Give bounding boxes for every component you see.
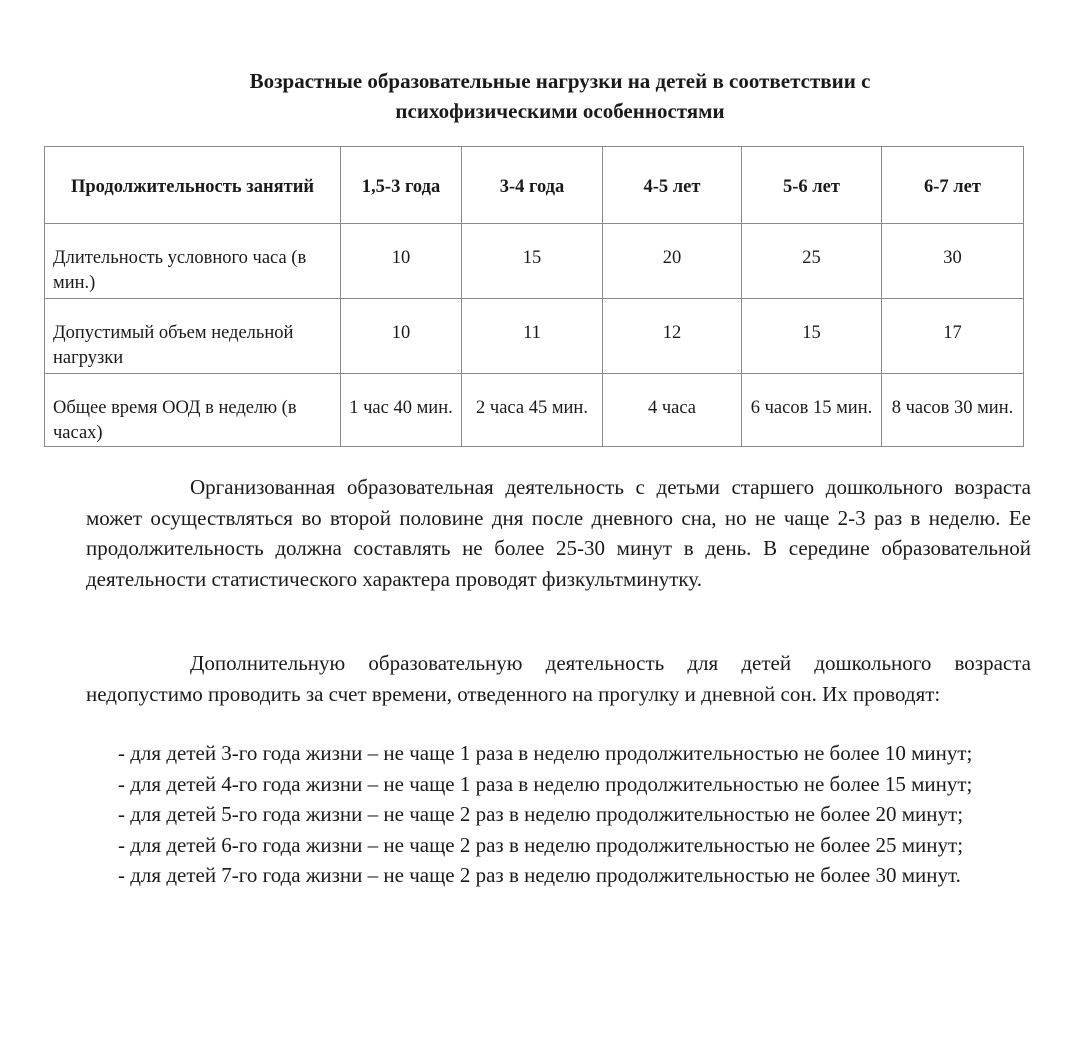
row-label: Длительность условного часа (в мин.) xyxy=(45,224,341,299)
table-cell: 10 xyxy=(341,224,462,299)
row-label: Общее время ООД в неделю (в часах) xyxy=(45,374,341,447)
table-cell: 10 xyxy=(341,299,462,374)
list-item: - для детей 4-го года жизни – не чаще 1 раза в неделю продолжительностью не более 15 минут; xyxy=(118,771,973,796)
document-title xyxy=(0,66,1080,126)
header-age-3-4: 3-4 года xyxy=(462,147,603,224)
load-table xyxy=(44,146,1024,447)
paragraph-additional-activity xyxy=(86,648,1031,709)
paragraph-2-text: Дополнительную образовательную деятельность для детей дошкольного возраста недопустимо проводить за счет времени, отведенного на прогулку и дневной сон. Их проводят: xyxy=(86,651,1031,706)
table-cell: 30 xyxy=(882,224,1024,299)
table-cell: 6 часов 15 мин. xyxy=(742,374,882,447)
table-cell: 2 часа 45 мин. xyxy=(462,374,603,447)
title-line-2: психофизическими особенностями xyxy=(395,99,725,123)
table-cell: 15 xyxy=(742,299,882,374)
header-duration: Продолжительность занятий xyxy=(45,147,341,224)
table-cell: 11 xyxy=(462,299,603,374)
activity-list xyxy=(118,738,1032,891)
table-row xyxy=(45,374,1024,447)
header-age-4-5: 4-5 лет xyxy=(603,147,742,224)
table-cell: 20 xyxy=(603,224,742,299)
list-item: - для детей 6-го года жизни – не чаще 2 раз в неделю продолжительностью не более 25 минут; xyxy=(118,832,964,857)
table-header-row xyxy=(45,147,1024,224)
table-cell: 4 часа xyxy=(603,374,742,447)
header-age-6-7: 6-7 лет xyxy=(882,147,1024,224)
table-cell: 1 час 40 мин. xyxy=(341,374,462,447)
table-cell: 17 xyxy=(882,299,1024,374)
table-cell: 12 xyxy=(603,299,742,374)
list-item: - для детей 5-го года жизни – не чаще 2 раз в неделю продолжительностью не более 20 минут; xyxy=(118,802,964,826)
table-row xyxy=(45,224,1024,299)
list-item: - для детей 3-го года жизни – не чаще 1 раза в неделю продолжительностью не более 10 минут; xyxy=(118,741,973,765)
paragraph-organized-activity xyxy=(86,472,1031,594)
header-age-1-5-3: 1,5-3 года xyxy=(341,147,462,224)
title-line-1: Возрастные образовательные нагрузки на детей в соответствии с xyxy=(249,69,871,93)
table-cell: 25 xyxy=(742,224,882,299)
header-age-5-6: 5-6 лет xyxy=(742,147,882,224)
paragraph-1-text: Организованная образовательная деятельность с детьми старшего дошкольного возраста может осуществляться во второй половине дня после дневного сна, но не чаще 2-3 раз в неделю. Ее продолжительность должна составлять не более 25-30 минут в день. В середине образовательной деятельности статистического характера проводят физкультминутку. xyxy=(86,475,1031,591)
row-label: Допустимый объем недельной нагрузки xyxy=(45,299,341,374)
table-cell: 8 часов 30 мин. xyxy=(882,374,1024,447)
table-row xyxy=(45,299,1024,374)
table-cell: 15 xyxy=(462,224,603,299)
list-item: - для детей 7-го года жизни – не чаще 2 раз в неделю продолжительностью не более 30 минут. xyxy=(118,863,961,887)
